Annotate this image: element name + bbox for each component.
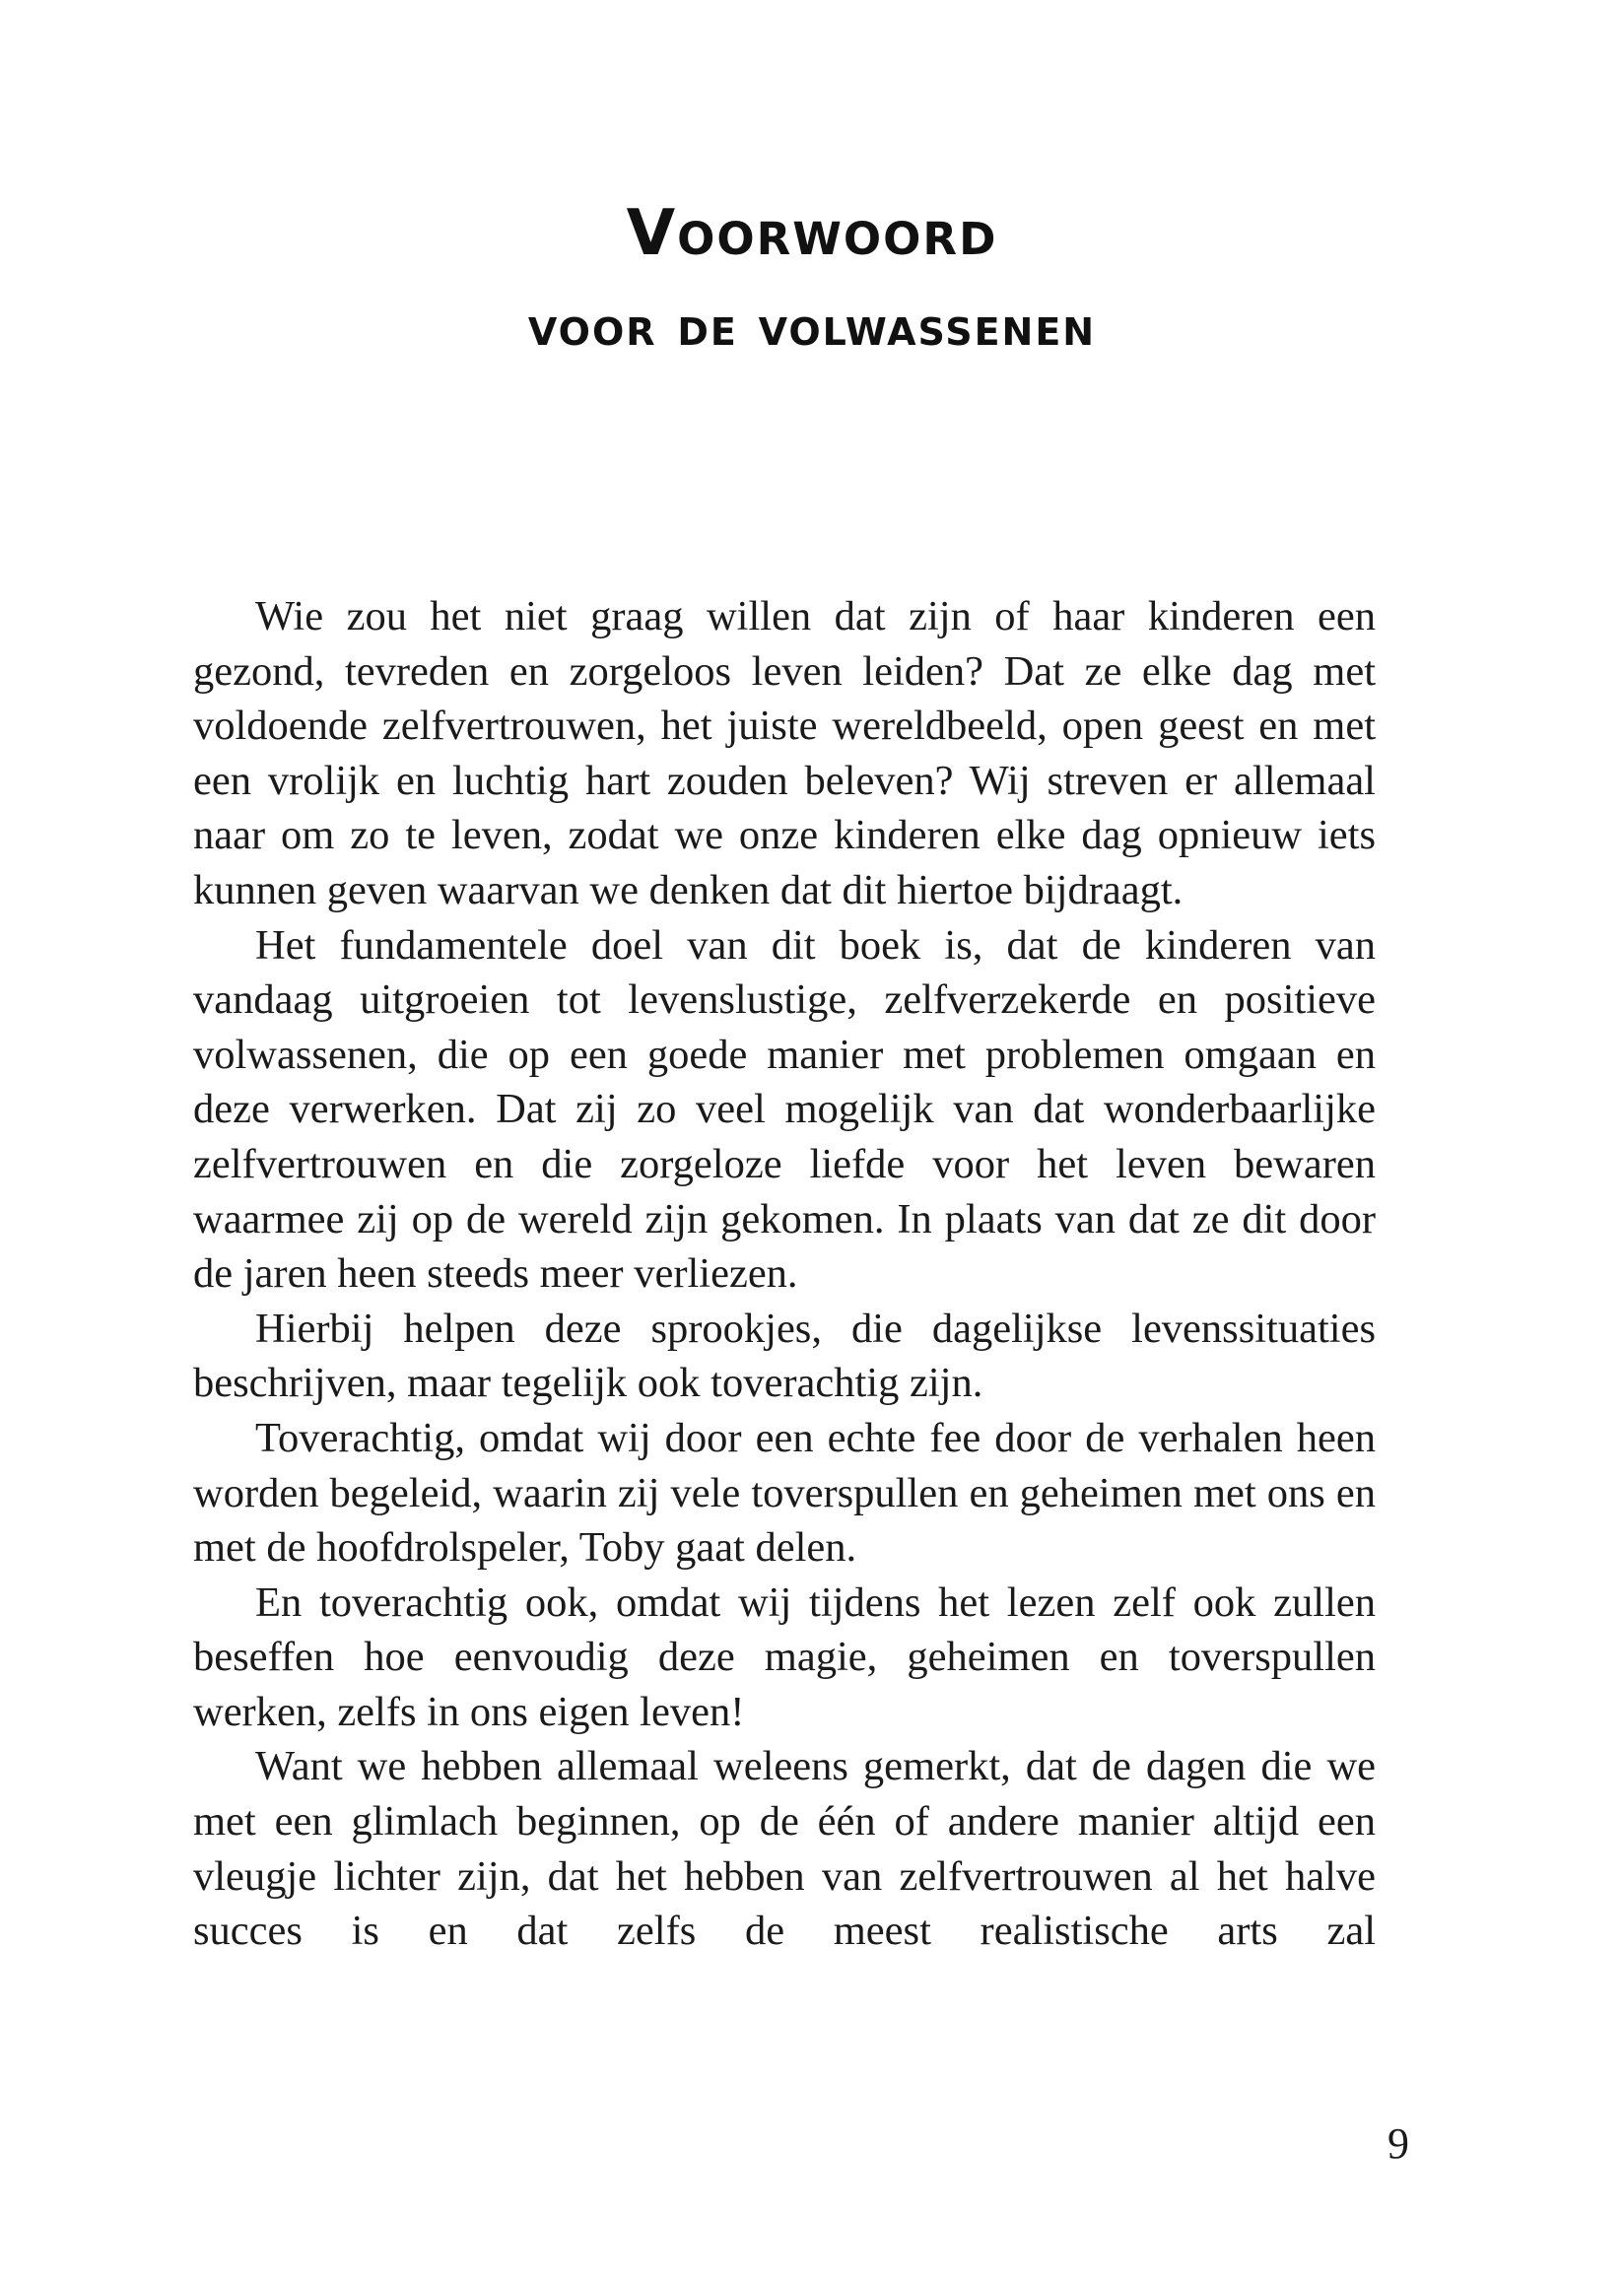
chapter-title: Voorwoord	[626, 197, 998, 270]
paragraph: Het fundamentele doel van dit boek is, dat de kinderen van vandaag uitgroeien tot levenslustige, zelfverzekerde en positieve volwassenen, die op een goede manier met problemen omgaan en deze verwerken. Dat zij zo veel mogelijk van dat wonderbaarlijke zelfvertrouwen en die zorgeloze liefde voor het leven bewaren waarmee zij op de wereld zijn gekomen. In plaats van dat ze dit door de jaren heen steeds meer verliezen.	[193, 921, 1376, 1298]
page-number: 9	[1387, 2119, 1409, 2168]
chapter-subtitle: voor de volwassenen	[527, 296, 1097, 358]
paragraph: Hierbij helpen deze sprookjes, die dagelijkse levenssituaties beschrijven, maar tegelijk ook toverachtig zijn.	[193, 1305, 1376, 1407]
paragraph: En toverachtig ook, omdat wij tijdens het lezen zelf ook zullen beseffen hoe eenvoudig deze magie, geheimen en toverspullen werken, zelfs in ons eigen leven!	[193, 1578, 1376, 1735]
paragraph: Wie zou het niet graag willen dat zijn of haar kinderen een gezond, tevreden en zorgeloos leven leiden? Dat ze elke dag met voldoende zelfvertrouwen, het juiste wereldbeeld, open geest en met een vrolijk en luchtig hart zouden beleven? Wij streven er allemaal naar om zo te leven, zodat we onze kinderen elke dag opnieuw iets kunnen geven waarvan we denken dat dit hiertoe bijdraagt.	[193, 593, 1376, 913]
body-text	[193, 589, 1376, 1959]
paragraph: Want we hebben allemaal weleens gemerkt, dat de dagen die we met een glimlach beginnen, op de één of andere manier altijd een vleugje lichter zijn, dat het hebben van zelfvertrouwen al het halve succes is en dat zelfs de meest realistische arts zal	[193, 1743, 1376, 1955]
paragraph: Toverachtig, omdat wij door een echte fee door de verhalen heen worden begeleid, waarin zij vele toverspullen en geheimen met ons en met de hoofdrolspeler, Toby gaat delen.	[193, 1414, 1376, 1572]
